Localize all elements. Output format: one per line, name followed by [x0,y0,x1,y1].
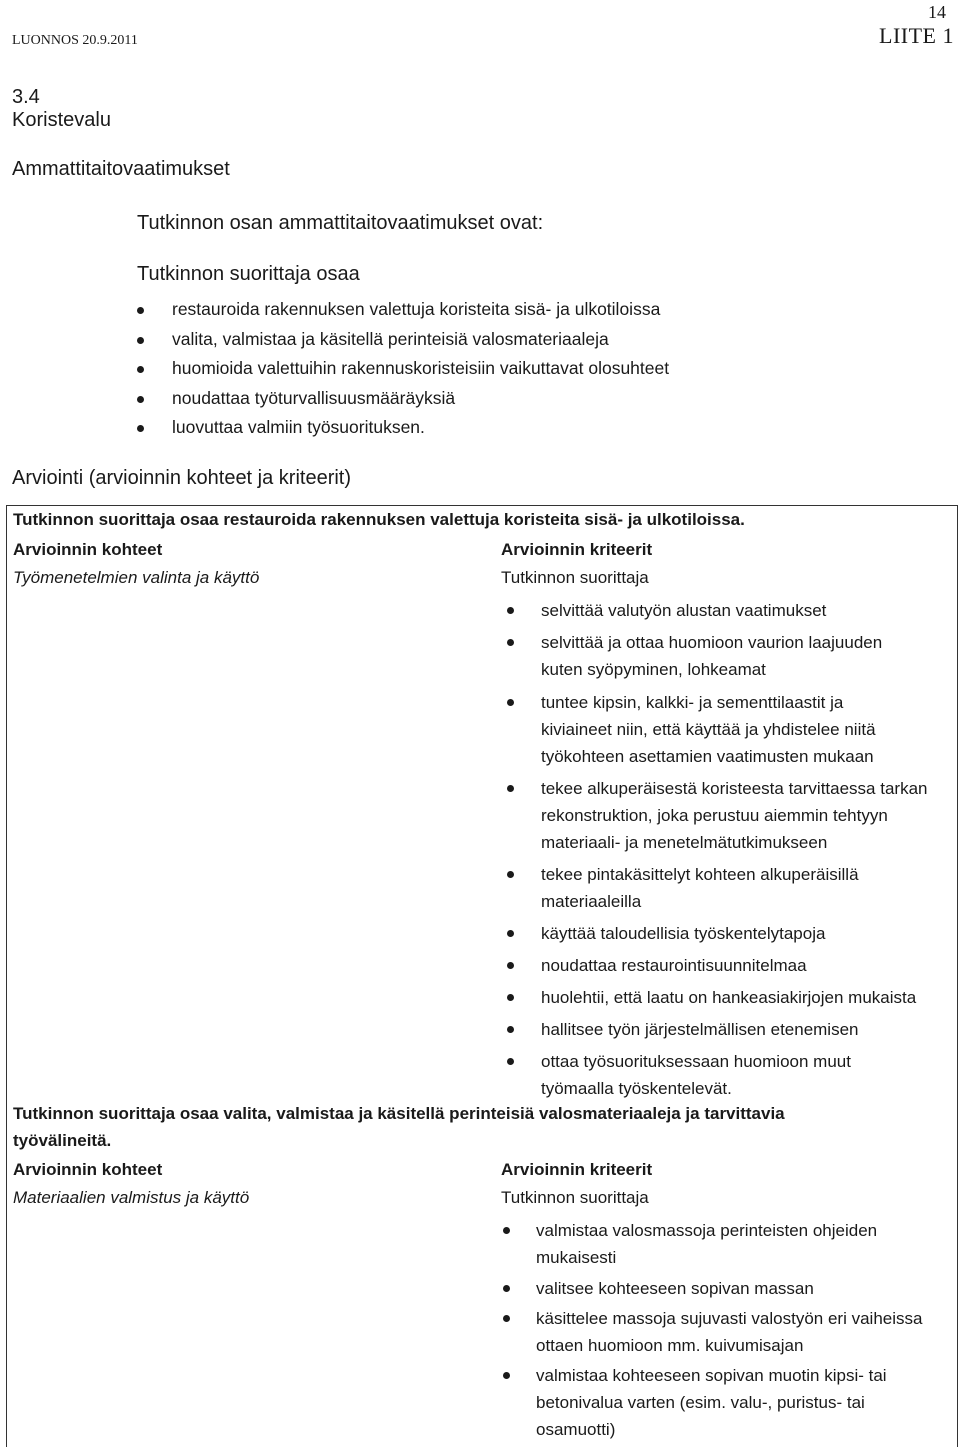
page-number: 14 [928,2,946,22]
list-item [503,1362,922,1446]
bullet-icon [507,699,514,706]
block-2-criteria-header: Arvioinnin kriteerit [501,1160,653,1179]
attachment-label: LIITE 1 [879,23,954,48]
criterion-text: ottaa työsuorituksessaan huomioon muut työmaalla työskentelevät. [541,1052,851,1098]
bullet-icon [507,785,514,792]
list-item [137,354,669,384]
criterion-text: noudattaa restaurointisuunnitelmaa [541,956,807,975]
block-2-criteria-lead: Tutkinnon suorittaja [501,1188,649,1207]
list-item [507,689,927,775]
criterion-text: selvittää ja ottaa huomioon vaurion laajuuden kuten syöpyminen, lohkeamat [541,633,883,679]
criterion-text: huolehtii, että laatu on hankeasiakirjojen mukaista [541,988,917,1007]
bullet-icon [507,639,514,646]
list-item [507,861,927,920]
bullet-icon [507,930,514,937]
list-item [503,1305,922,1362]
block-2-criteria-list [503,1217,922,1446]
block-1-targets-header: Arvioinnin kohteet [13,540,163,559]
list-item-text: valita, valmistaa ja käsitellä perinteisiä valosmateriaaleja [172,328,609,349]
section-number: 3.4 [12,86,40,108]
list-item [137,295,669,325]
block-2-title: Tutkinnon suorittaja osaa valita, valmistaa ja käsitellä perinteisiä valosmateriaaleja ja tarvittavia työvälineitä. [13,1104,785,1150]
block-1-criteria-list [507,597,927,1104]
criterion-text: valmistaa kohteeseen sopivan muotin kipsi- tai betonivalua varten (esim. valu-, puristus- tai osamuotti) [536,1366,887,1439]
bullet-icon [503,1285,510,1292]
list-item [137,413,669,443]
list-item [507,597,927,629]
bullet-icon [503,1315,510,1322]
block-1-target: Työmenetelmien valinta ja käyttö [13,568,260,587]
bullet-icon [137,396,144,403]
criterion-text: selvittää valutyön alustan vaatimukset [541,601,827,620]
block-2-target: Materiaalien valmistus ja käyttö [13,1188,250,1207]
bullet-icon [137,425,144,432]
evaluation-table [6,505,958,1447]
list-item [503,1275,922,1305]
requirements-heading: Ammattitaitovaatimukset [12,158,230,180]
list-item-text: noudattaa työturvallisuusmääräyksiä [172,387,456,408]
bullet-icon [507,962,514,969]
list-item [137,325,669,355]
criterion-text: käsittelee massoja sujuvasti valostyön eri vaiheissa ottaen huomioon mm. kuivumisajan [536,1309,923,1355]
bullet-icon [507,1058,514,1065]
list-item [507,629,927,689]
list-item-text: restauroida rakennuksen valettuja koristeita sisä- ja ulkotiloissa [172,299,661,319]
criterion-text: hallitsee työn järjestelmällisen etenemisen [541,1020,859,1039]
bullet-icon [507,1026,514,1033]
bullet-icon [503,1372,510,1379]
list-item [503,1217,922,1275]
list-item [507,952,927,984]
criterion-text: tekee pintakäsittelyt kohteen alkuperäisillä materiaaleilla [541,865,859,911]
list-item [507,920,927,952]
list-item [507,1048,927,1104]
list-item [507,1016,927,1048]
bullet-icon [507,607,514,614]
criterion-text: valmistaa valosmassoja perinteisten ohjeiden mukaisesti [536,1221,878,1267]
criterion-text: käyttää taloudellisia työskentelytapoja [541,924,826,943]
draft-label: LUONNOS 20.9.2011 [12,33,138,48]
bullet-icon [137,337,144,344]
requirements-lead: Tutkinnon suorittaja osaa [137,263,360,285]
bullet-icon [507,871,514,878]
block-1-criteria-header: Arvioinnin kriteerit [501,540,653,559]
block-1-criteria-lead: Tutkinnon suorittaja [501,568,649,587]
criterion-text: valitsee kohteeseen sopivan massan [536,1279,814,1298]
block-2-targets-header: Arvioinnin kohteet [13,1160,163,1179]
requirements-intro: Tutkinnon osan ammattitaitovaatimukset ovat: [137,212,544,234]
list-item [507,775,927,861]
evaluation-heading: Arviointi (arvioinnin kohteet ja kriteerit) [12,467,352,489]
list-item [137,384,669,414]
list-item [507,984,927,1016]
bullet-icon [137,307,144,314]
list-item-text: luovuttaa valmiin työsuorituksen. [172,417,425,438]
section-title: Koristevalu [12,109,111,131]
criterion-text: tekee alkuperäisestä koristeesta tarvittaessa tarkan rekonstruktion, joka perustuu aiemmin tehtyyn materiaali- ja menetelmätutkimukseen [541,779,928,852]
bullet-icon [507,994,514,1001]
block-1-title: Tutkinnon suorittaja osaa restauroida rakennuksen valettuja koristeita sisä- ja ulkotiloissa. [13,510,745,529]
bullet-icon [503,1227,510,1234]
bullet-icon [137,366,144,373]
requirements-list [137,295,669,443]
list-item-text: huomioida valettuihin rakennuskoristeisiin vaikuttavat olosuhteet [172,358,670,379]
criterion-text: tuntee kipsin, kalkki- ja sementtilaastit ja kiviaineet niin, että käyttää ja yhdistelee niitä työkohteen asettamien vaatimusten mukaan [541,693,876,766]
